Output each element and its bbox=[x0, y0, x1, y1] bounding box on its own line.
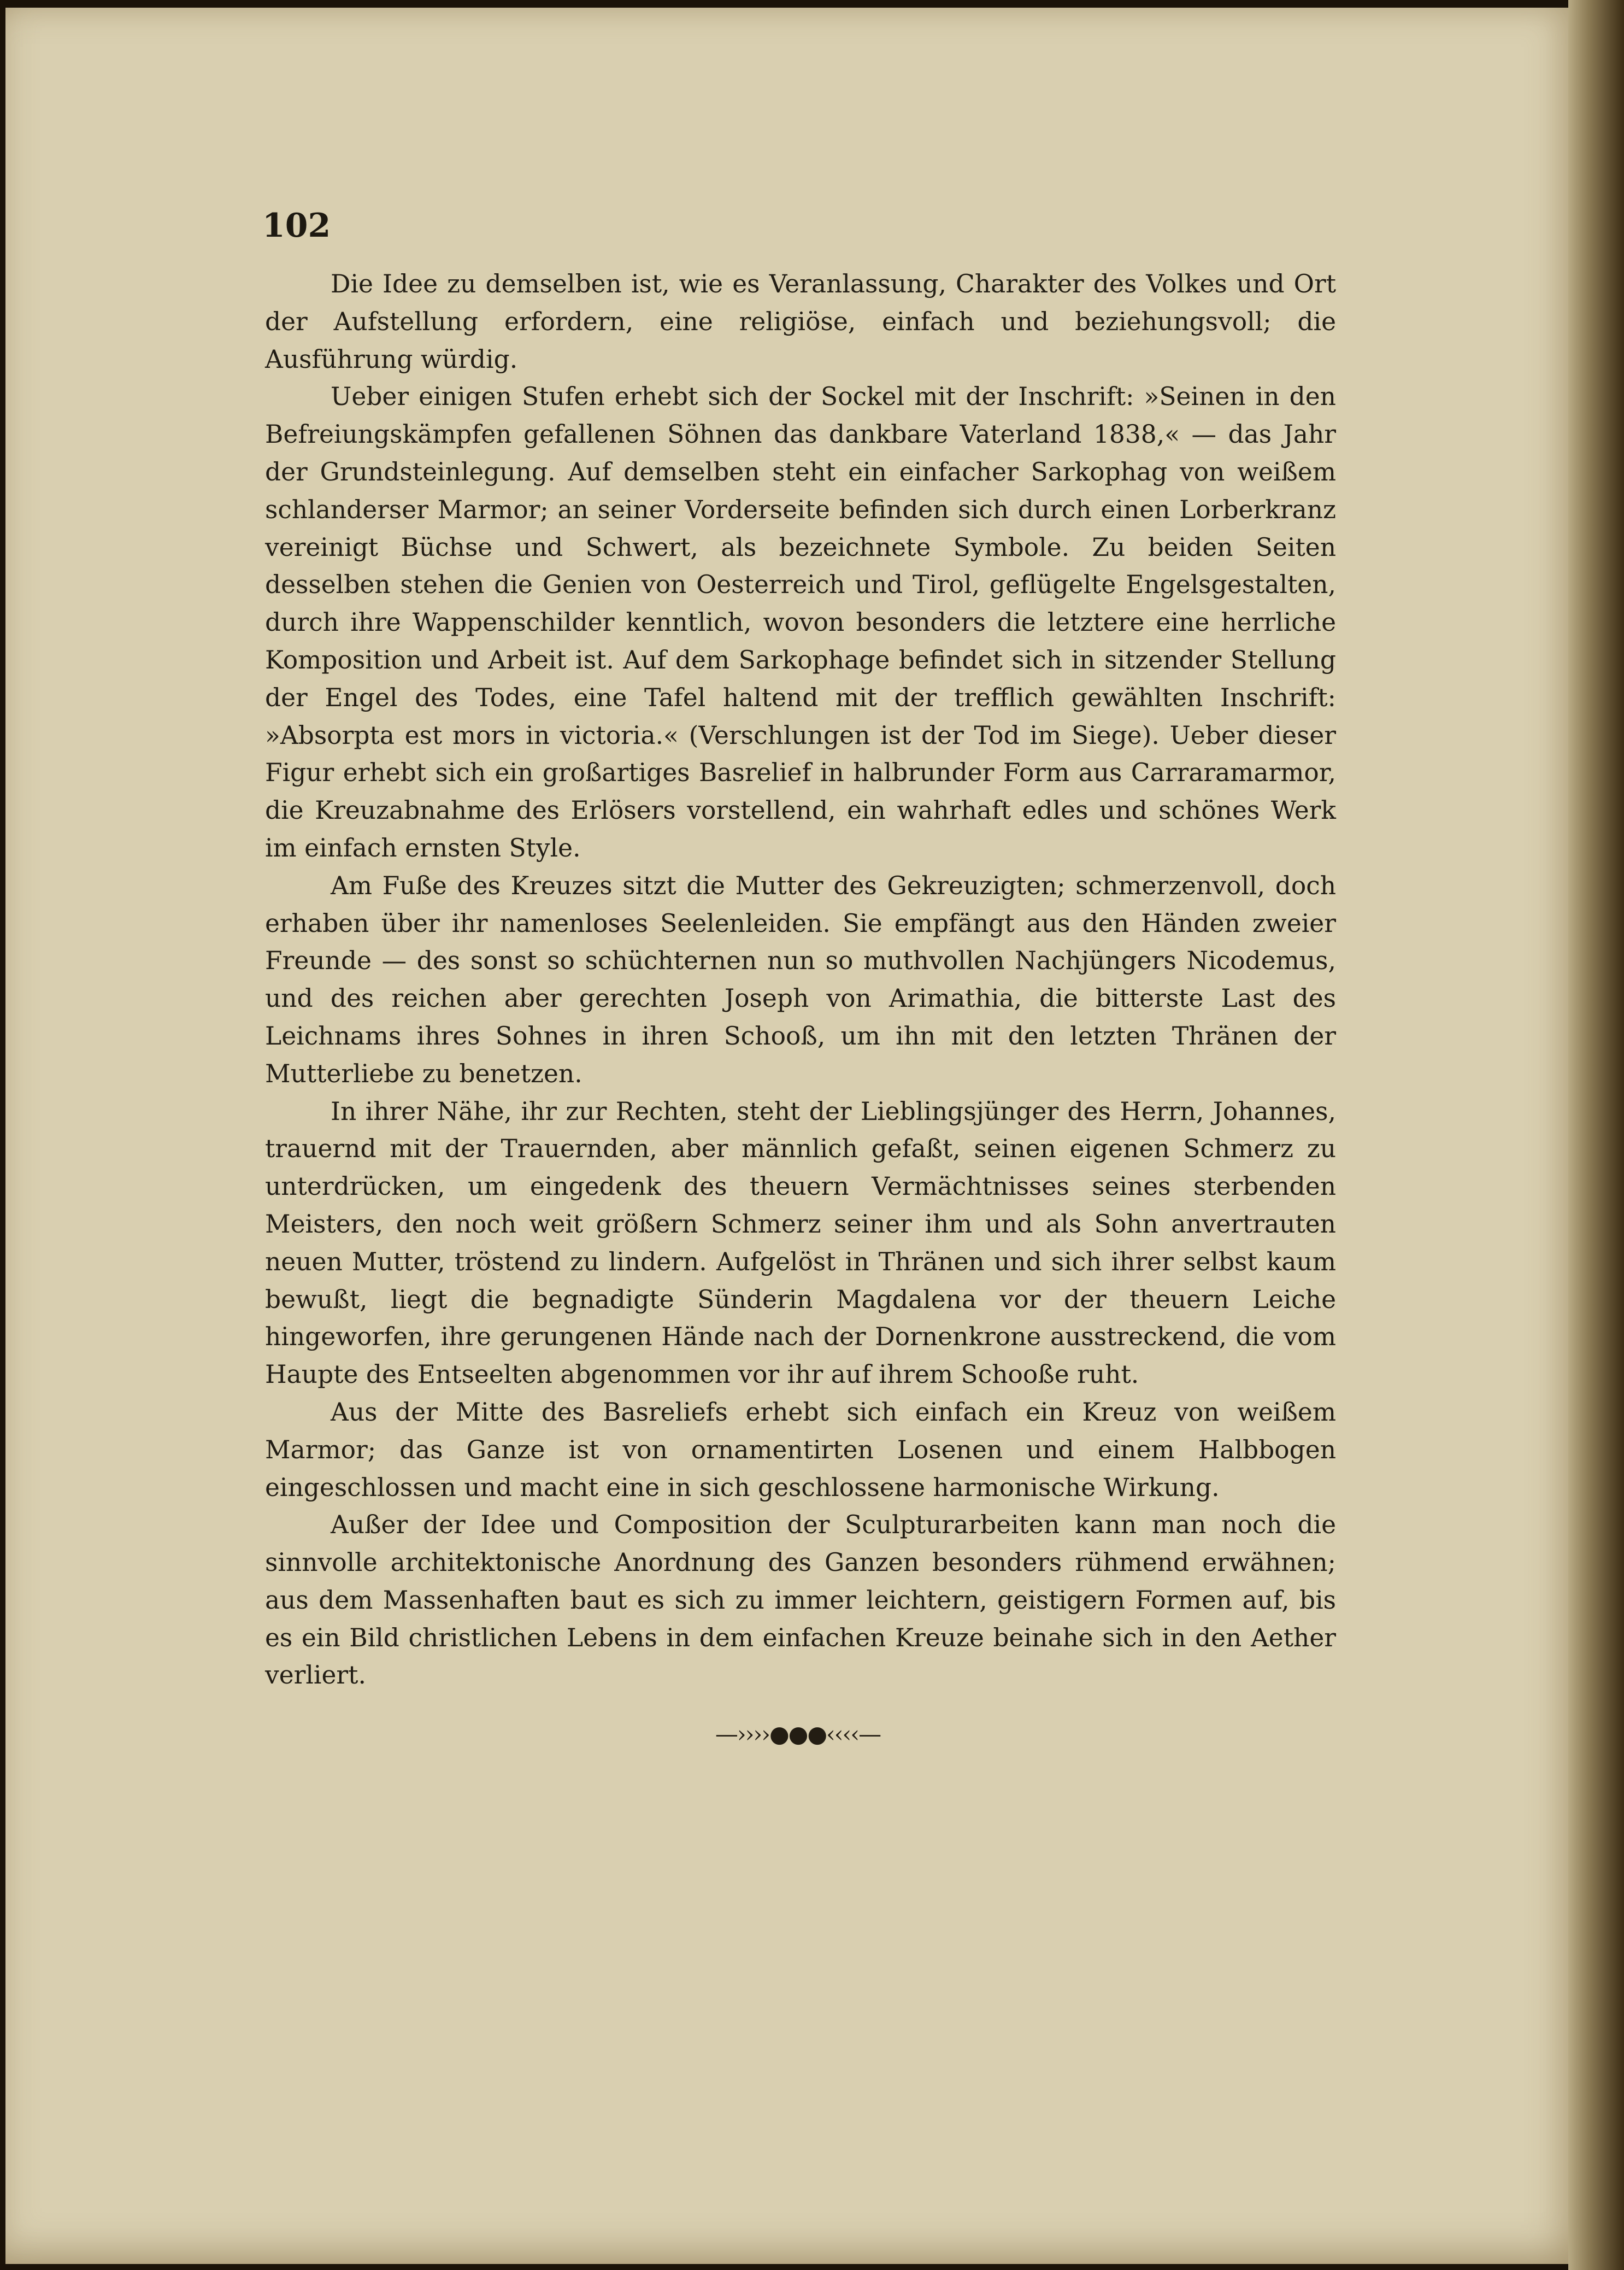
paragraph: In ihrer Nähe, ihr zur Rechten, steht der Lieblingsjünger des Herrn, Johannes, trauernd mit der Trauernden, aber männlich gefaßt, seinen eigenen Schmerz zu unterdrücken, um eingedenk des theuern Vermächtnisses seines sterbenden Meisters, den noch weit größern Schmerz seiner ihm und als Sohn anvertrauten neuen Mutter, tröstend zu lindern. Aufgelöst in Thränen und sich ihrer selbst kaum bewußt, liegt die begnadigte Sünderin Magdalena vor der theuern Leiche hingeworfen, ihre gerungenen Hände nach der Dornenkrone ausstreckend, die vom Haupte des Entseelten abgenommen vor ihr auf ihrem Schooße ruht. bbox=[265, 1096, 1336, 1389]
ornament-divider: —››››●●●‹‹‹‹— bbox=[715, 1721, 881, 1747]
page-number: 102 bbox=[262, 207, 331, 245]
book-spine bbox=[1568, 0, 1624, 2270]
paragraph: Ueber einigen Stufen erhebt sich der Sockel mit der Inschrift: »Seinen in den Befreiungskämpfen gefallenen Söhnen das dankbare Vaterland 1838,« — das Jahr der Grundsteinlegung. Auf demselben steht ein einfacher Sarkophag von weißem schlanderser Marmor; an seiner Vorderseite befinden sich durch einen Lorberkranz vereinigt Büchse und Schwert, als bezeichnete Symbole. Zu beiden Seiten desselben stehen die Genien von Oesterreich und Tirol, geflügelte Engelsgestalten, durch ihre Wappenschilder kenntlich, wovon besonders die letztere eine herrliche Komposition und Arbeit ist. Auf dem Sarkophage befindet sich in sitzender Stellung der Engel des Todes, eine Tafel haltend mit der trefflich gewählten Inschrift: »Absorpta est mors in victoria.« (Verschlungen ist der Tod im Siege). Ueber dieser Figur erhebt sich ein großartiges Basrelief in halbrunder Form aus Carraramarmor, die Kreuzabnahme des Erlösers vorstellend, ein wahrhaft edles und schönes Werk im einfach ernsten Style. bbox=[265, 382, 1336, 863]
paragraph: Am Fuße des Kreuzes sitzt die Mutter des Gekreuzigten; schmerzenvoll, doch erhaben über ihr namenloses Seelenleiden. Sie empfängt aus den Händen zweier Freunde — des sonst so schüchternen nun so muthvollen Nachjüngers Nicodemus, und des reichen aber gerechten Joseph von Arimathia, die bitterste Last des Leichnams ihres Sohnes in ihren Schooß, um ihn mit den letzten Thränen der Mutterliebe zu benetzen. bbox=[265, 871, 1336, 1088]
paragraph: Die Idee zu demselben ist, wie es Veranlassung, Charakter des Volkes und Ort der Aufstellung erfordern, eine religiöse, einfach und beziehungsvoll; die Ausführung würdig. bbox=[265, 269, 1336, 374]
paragraph: Aus der Mitte des Basreliefs erhebt sich einfach ein Kreuz von weißem Marmor; das Ganze ist von ornamentirten Losenen und einem Halbbogen eingeschlossen und macht eine in sich geschlossene harmonische Wirkung. bbox=[265, 1397, 1336, 1502]
paragraph: Außer der Idee und Composition der Sculpturarbeiten kann man noch die sinnvolle architektonische Anordnung des Ganzen besonders rühmend erwähnen; aus dem Massenhaften baut es sich zu immer leichtern, geistigern Formen auf, bis es ein Bild christlichen Lebens in dem einfachen Kreuze beinahe sich in den Aether verliert. bbox=[265, 1510, 1336, 1690]
body-text bbox=[265, 266, 1336, 1694]
